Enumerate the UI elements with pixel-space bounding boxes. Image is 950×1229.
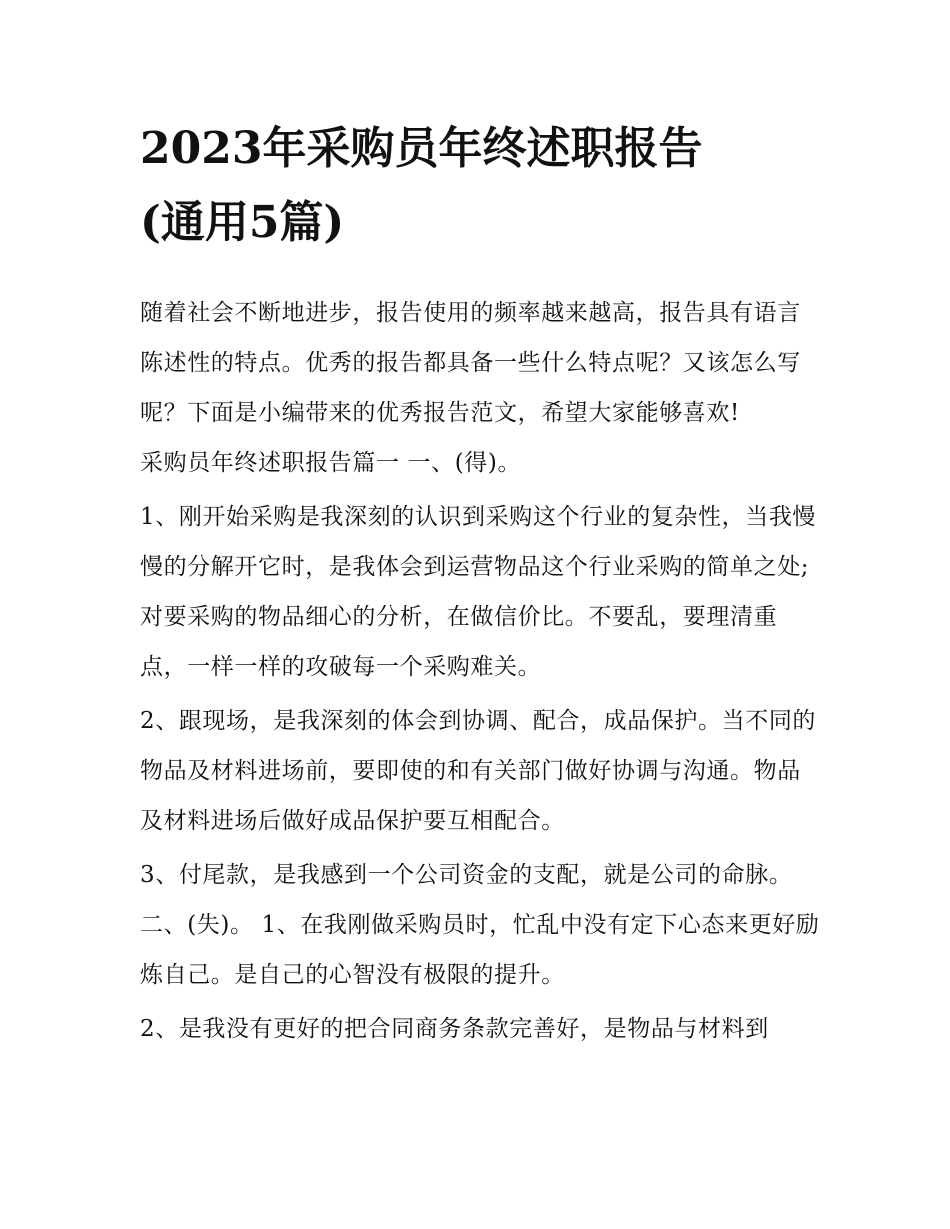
body-paragraph-4: 2、是我没有更好的把合同商务条款完善好，是物品与材料到: [140, 1016, 769, 1042]
document-title: [140, 112, 820, 260]
body-paragraph-3: 3、付尾款，是我感到一个公司资金的支配，就是公司的命脉。 二、(失)。 1、在我刚做采购员时，忙乱中没有定下心态来更好励炼自己。是自己的心智没有极限的提升。: [140, 862, 820, 988]
section-heading-1: 采购员年终述职报告篇一 一、(得)。: [140, 450, 522, 476]
body-paragraph-1: 1、刚开始采购是我深刻的认识到采购这个行业的复杂性，当我慢慢的分解开它时，是我体会到运营物品这个行业采购的简单之处;对要采购的物品细心的分析，在做信价比。不要乱，要理清重点，一样一样的攻破每一个采购难关。: [140, 504, 817, 680]
body-paragraph-2: 2、跟现场，是我深刻的体会到协调、配合，成品保护。当不同的物品及材料进场前，要即使的和有关部门做好协调与沟通。物品及材料进场后做好成品保护要互相配合。: [140, 708, 817, 834]
title-line-2: (通用5篇): [140, 197, 345, 248]
document-page: [140, 112, 820, 1054]
title-line-1: 2023年采购员年终述职报告: [140, 123, 703, 174]
intro-paragraph: 随着社会不断地进步，报告使用的频率越来越高，报告具有语言陈述性的特点。优秀的报告都具备一些什么特点呢？又该怎么写呢？下面是小编带来的优秀报告范文，希望大家能够喜欢!: [140, 300, 801, 426]
